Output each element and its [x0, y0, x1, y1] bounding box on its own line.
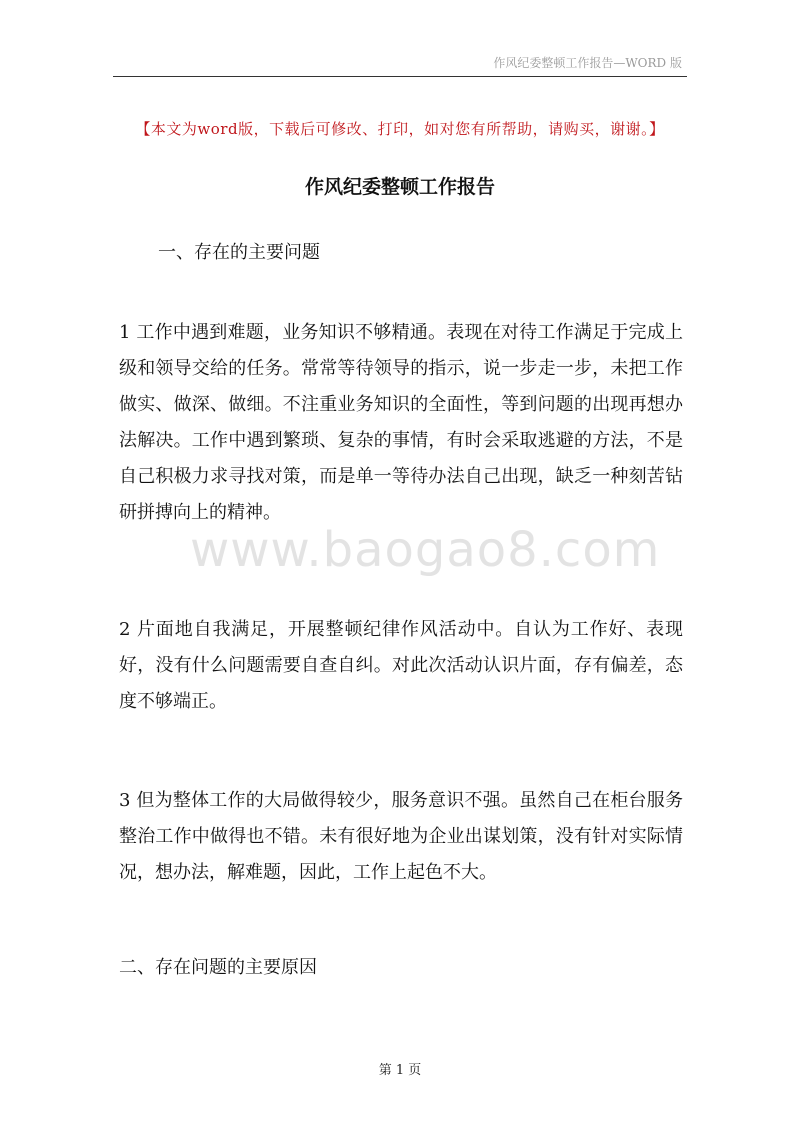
document-title: 作风纪委整顿工作报告 [304, 176, 495, 198]
section-heading-2: 二、存在问题的主要原因 [119, 957, 317, 978]
page-number: 第 1 页 [378, 1063, 422, 1078]
running-header: 作风纪委整顿工作报告—WORD 版 [493, 56, 682, 70]
watermark: www.baogao8.com [190, 522, 661, 578]
paragraph-2: 2 片面地自我满足，开展整顿纪律作风活动中。自认为工作好、表现好，没有什么问题需要自查自纠。对此次活动认识片面，存有偏差，态度不够端正。 [119, 619, 683, 712]
purchase-notice: 【本文为word版，下载后可修改、打印，如对您有所帮助，请购买，谢谢。】 [135, 120, 665, 138]
paragraph-3: 3 但为整体工作的大局做得较少，服务意识不强。虽然自己在柜台服务整治工作中做得也不错。未有很好地为企业出谋划策，没有针对实际情况，想办法，解难题，因此，工作上起色不大。 [119, 790, 683, 883]
paragraph-1: 1 工作中遇到难题，业务知识不够精通。表现在对待工作满足于完成上级和领导交给的任务。常常等待领导的指示，说一步走一步，未把工作做实、做深、做细。不注重业务知识的全面性，等到问题的出现再想办法解决。工作中遇到繁琐、复杂的事情，有时会采取逃避的方法，不是自己积极力求寻找对策，而是单一等待办法自己出现，缺乏一种刻苦钻研拼搏向上的精神。 [119, 322, 683, 523]
header-divider [113, 76, 687, 77]
section-heading-1: 一、存在的主要问题 [158, 242, 320, 263]
